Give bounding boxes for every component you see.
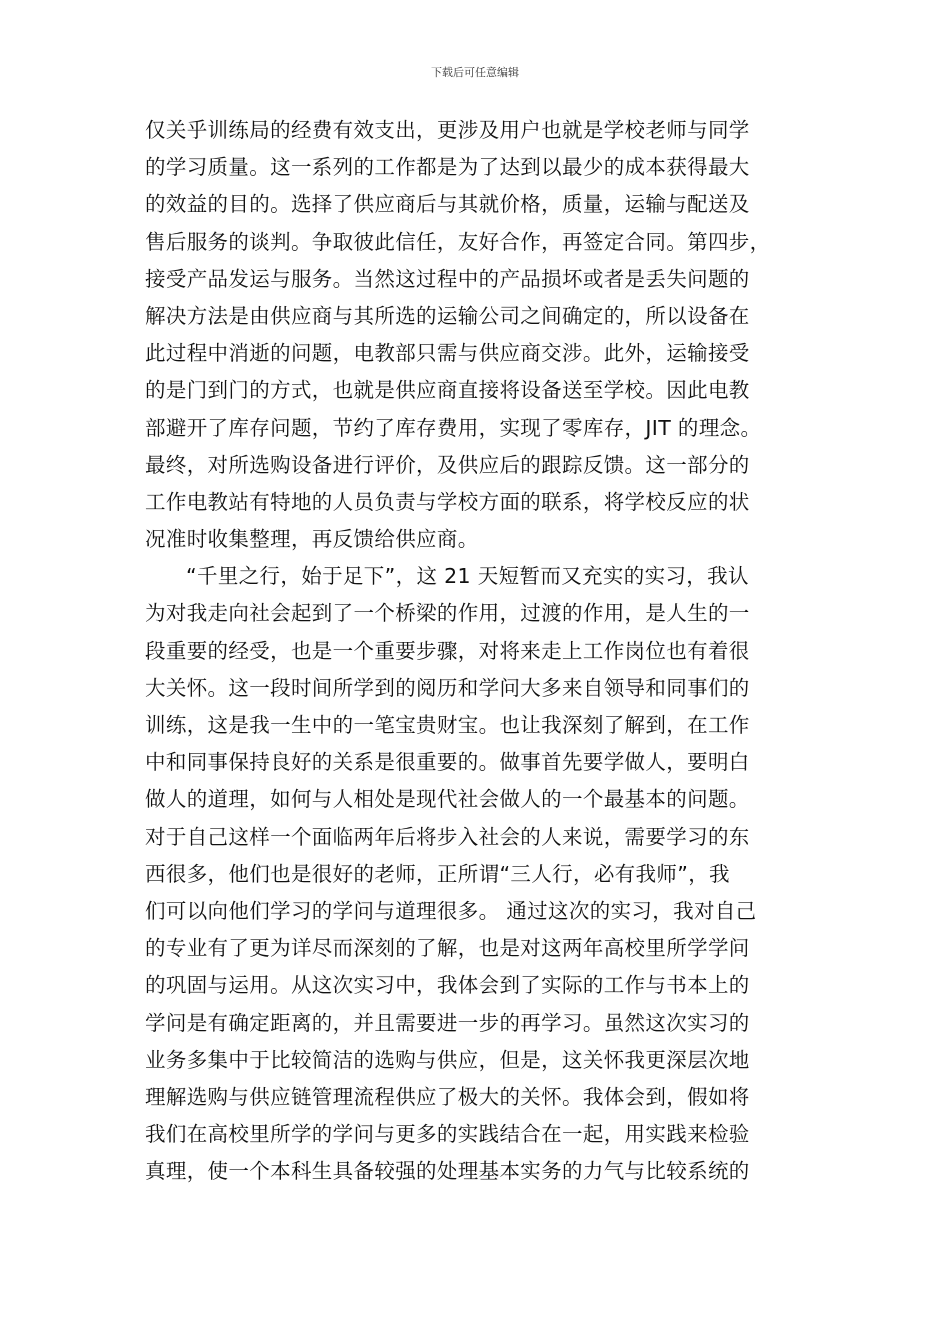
text-line: 我们在高校里所学的学问与更多的实践结合在一起，用实践来检验 bbox=[145, 1122, 750, 1147]
text-line: 的学习质量。这一系列的工作都是为了达到以最少的成本获得最大 bbox=[145, 155, 750, 180]
text-line: 解决方法是由供应商与其所选的运输公司之间确定的，所以设备在 bbox=[145, 303, 750, 328]
text-line: 对于自己这样一个面临两年后将步入社会的人来说，需要学习的东 bbox=[145, 824, 750, 849]
text-line: 业务多集中于比较简洁的选购与供应，但是，这关怀我更深层次地 bbox=[145, 1047, 750, 1072]
text-line: 大关怀。这一段时间所学到的阅历和学问大多来自领导和同事们的 bbox=[145, 675, 750, 700]
text-line: 训练，这是我一生中的一笔宝贵财宝。也让我深刻了解到，在工作 bbox=[145, 713, 750, 737]
text-line: 为对我走向社会起到了一个桥梁的作用，过渡的作用，是人生的一 bbox=[145, 601, 750, 626]
text-line: 售后服务的谈判。争取彼此信任，友好合作，再签定合同。第四步， bbox=[145, 229, 771, 254]
text-line: 学问是有确定距离的，并且需要进一步的再学习。虽然这次实习的 bbox=[145, 1010, 750, 1035]
text-line: 接受产品发运与服务。当然这过程中的产品损坏或者是丢失问题的 bbox=[145, 266, 750, 291]
text-line: 况准时收集整理，再反馈给供应商。 bbox=[145, 527, 479, 552]
text-line: 真理，使一个本科生具备较强的处理基本实务的力气与比较系统的 bbox=[145, 1159, 750, 1184]
text-line: 部避开了库存问题，节约了库存费用，实现了零库存，JIT 的理念。 bbox=[145, 415, 762, 440]
text-line: 此过程中消逝的问题，电教部只需与供应商交涉。此外，运输接受 bbox=[145, 341, 750, 366]
text-line: 段重要的经受，也是一个重要步骤，对将来走上工作岗位也有着很 bbox=[145, 638, 750, 663]
text-line: 的专业有了更为详尽而深刻的了解，也是对这两年高校里所学学问 bbox=[145, 936, 750, 961]
document-body bbox=[145, 112, 810, 1190]
text-line: 工作电教站有特地的人员负责与学校方面的联系，将学校反应的状 bbox=[145, 489, 750, 514]
text-line: 做人的道理，如何与人相处是现代社会做人的一个最基本的问题。 bbox=[145, 787, 750, 812]
text-line: 们可以向他们学习的学问与道理很多。 通过这次的实习，我对自己 bbox=[145, 898, 757, 923]
paragraph bbox=[145, 112, 810, 558]
text-line: “千里之行，始于足下”，这 21 天短暂而又充实的实习，我认 bbox=[186, 564, 749, 589]
text-line: 中和同事保持良好的关系是很重要的。做事首先要学做人，要明白 bbox=[145, 750, 750, 775]
page-header: 下载后可任意编辑 bbox=[431, 66, 519, 79]
text-line: 的是门到门的方式，也就是供应商直接将设备送至学校。因此电教 bbox=[145, 378, 750, 403]
text-line: 西很多，他们也是很好的老师，正所谓“三人行，必有我师”，我 bbox=[145, 861, 730, 886]
text-line: 的效益的目的。选择了供应商后与其就价格，质量，运输与配送及 bbox=[145, 192, 750, 217]
text-line: 理解选购与供应链管理流程供应了极大的关怀。我体会到，假如将 bbox=[145, 1084, 750, 1109]
paragraph bbox=[145, 558, 810, 1190]
text-line: 的巩固与运用。从这次实习中，我体会到了实际的工作与书本上的 bbox=[145, 973, 750, 998]
text-line: 最终，对所选购设备进行评价，及供应后的跟踪反馈。这一部分的 bbox=[145, 452, 750, 477]
text-line: 仅关乎训练局的经费有效支出，更涉及用户也就是学校老师与同学 bbox=[145, 118, 750, 142]
